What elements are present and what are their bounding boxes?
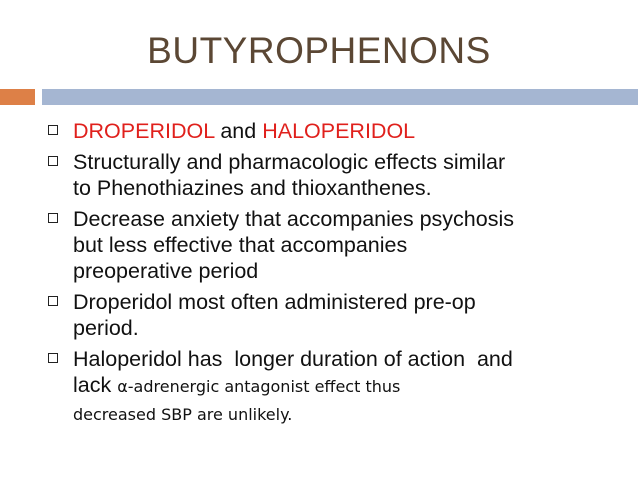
bullet-text-line: but less effective that accompanies <box>73 233 408 257</box>
connector-text: and <box>214 119 263 143</box>
bullet-text-line: preoperative period <box>73 259 259 283</box>
bullet-text-line: Decrease anxiety that accompanies psychosis <box>73 207 514 231</box>
bullet-text-small: α-adrenergic antagonist effect thus <box>117 377 401 396</box>
bullet-list <box>48 118 618 433</box>
title-accent-bar-orange <box>0 89 35 105</box>
bullet-text-line: to Phenothiazines and thioxanthenes. <box>73 176 432 200</box>
bullet-text-line: Structurally and pharmacologic effects similar <box>73 150 506 174</box>
title-accent-bar-blue <box>42 89 638 105</box>
slide-title: BUTYROPHENONS <box>147 30 491 71</box>
square-bullet-icon <box>48 125 58 135</box>
bullet-text-line: Droperidol most often administered pre-op <box>73 290 476 314</box>
square-bullet-icon <box>48 296 58 306</box>
bullet-text-line: Haloperidol has longer duration of action and <box>73 347 513 371</box>
drug-name-haloperidol: HALOPERIDOL <box>262 119 416 143</box>
bullet-item <box>48 346 618 428</box>
square-bullet-icon <box>48 213 58 223</box>
square-bullet-icon <box>48 353 58 363</box>
square-bullet-icon <box>48 156 58 166</box>
bullet-text-small: decreased SBP are unlikely. <box>73 405 293 424</box>
bullet-item <box>48 206 618 284</box>
bullet-item <box>48 149 618 201</box>
bullet-text-line: period. <box>73 316 139 340</box>
bullet-text-prefix: lack <box>73 373 118 397</box>
drug-name-droperidol: DROPERIDOL <box>73 119 215 143</box>
bullet-item <box>48 289 618 341</box>
bullet-item <box>48 118 618 144</box>
